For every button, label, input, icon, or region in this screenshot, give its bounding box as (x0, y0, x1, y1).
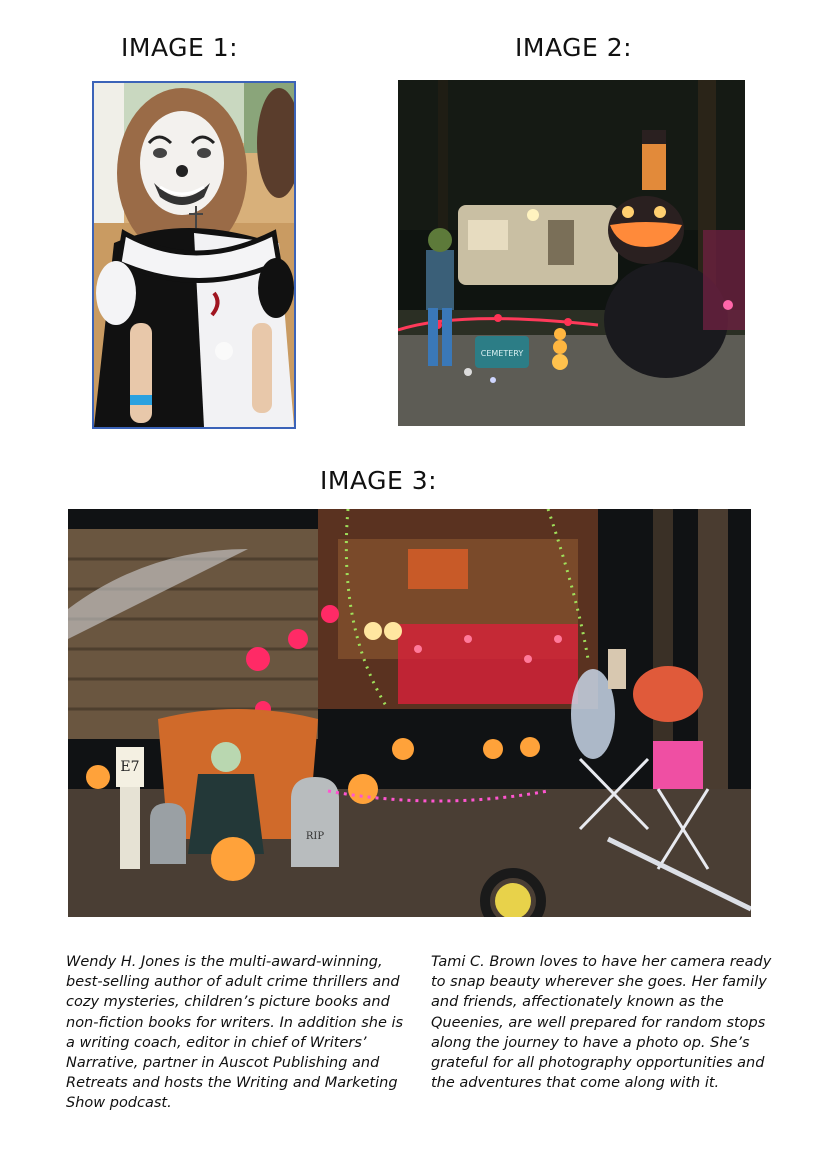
bio-line: cozy mysteries, children’s picture books and (66, 994, 390, 1011)
bio-line: a writing coach, editor in chief of Writers’ (66, 1034, 367, 1051)
bio-line: non-fiction books for writers. In addition she is (66, 1014, 404, 1031)
bio-line: best-selling author of adult crime thrillers and (66, 974, 400, 991)
bio-line: the adventures that come along with it. (431, 1075, 720, 1092)
bio-line: Show podcast. (66, 1095, 172, 1112)
site-marker-text: E7 (120, 759, 140, 775)
photo-clown-girl (92, 81, 296, 429)
image-2-heading: IMAGE 2: (515, 33, 633, 62)
bio-line: Queenies, are well prepared for random stops (431, 1014, 766, 1031)
cemetery-sign-text: CEMETERY (480, 349, 524, 358)
bio-line: grateful for all photography opportunities and (431, 1055, 765, 1072)
image-3-heading: IMAGE 3: (320, 466, 438, 495)
bio-line: along the journey to have a photo op. She’s (431, 1034, 750, 1051)
image-1-heading: IMAGE 1: (121, 33, 239, 62)
author-bio-wendy-jones (66, 952, 403, 1114)
bio-line: Narrative, partner in Auscot Publishing and (66, 1055, 380, 1072)
bio-line: and friends, affectionately known as the (431, 994, 724, 1011)
bio-line: Wendy H. Jones is the multi-award-winning, (66, 954, 383, 970)
bio-line: to snap beauty wherever she goes. Her family (431, 974, 767, 991)
bio-line: Retreats and hosts the Writing and Marketing (66, 1075, 398, 1092)
bio-line: Tami C. Brown loves to have her camera ready (431, 954, 772, 970)
tombstone-text: RIP (305, 831, 325, 842)
photographer-bio-tami-brown (431, 952, 771, 1093)
photo-halloween-campsite (68, 509, 751, 917)
photo-night-yard-inflatable (398, 80, 745, 426)
